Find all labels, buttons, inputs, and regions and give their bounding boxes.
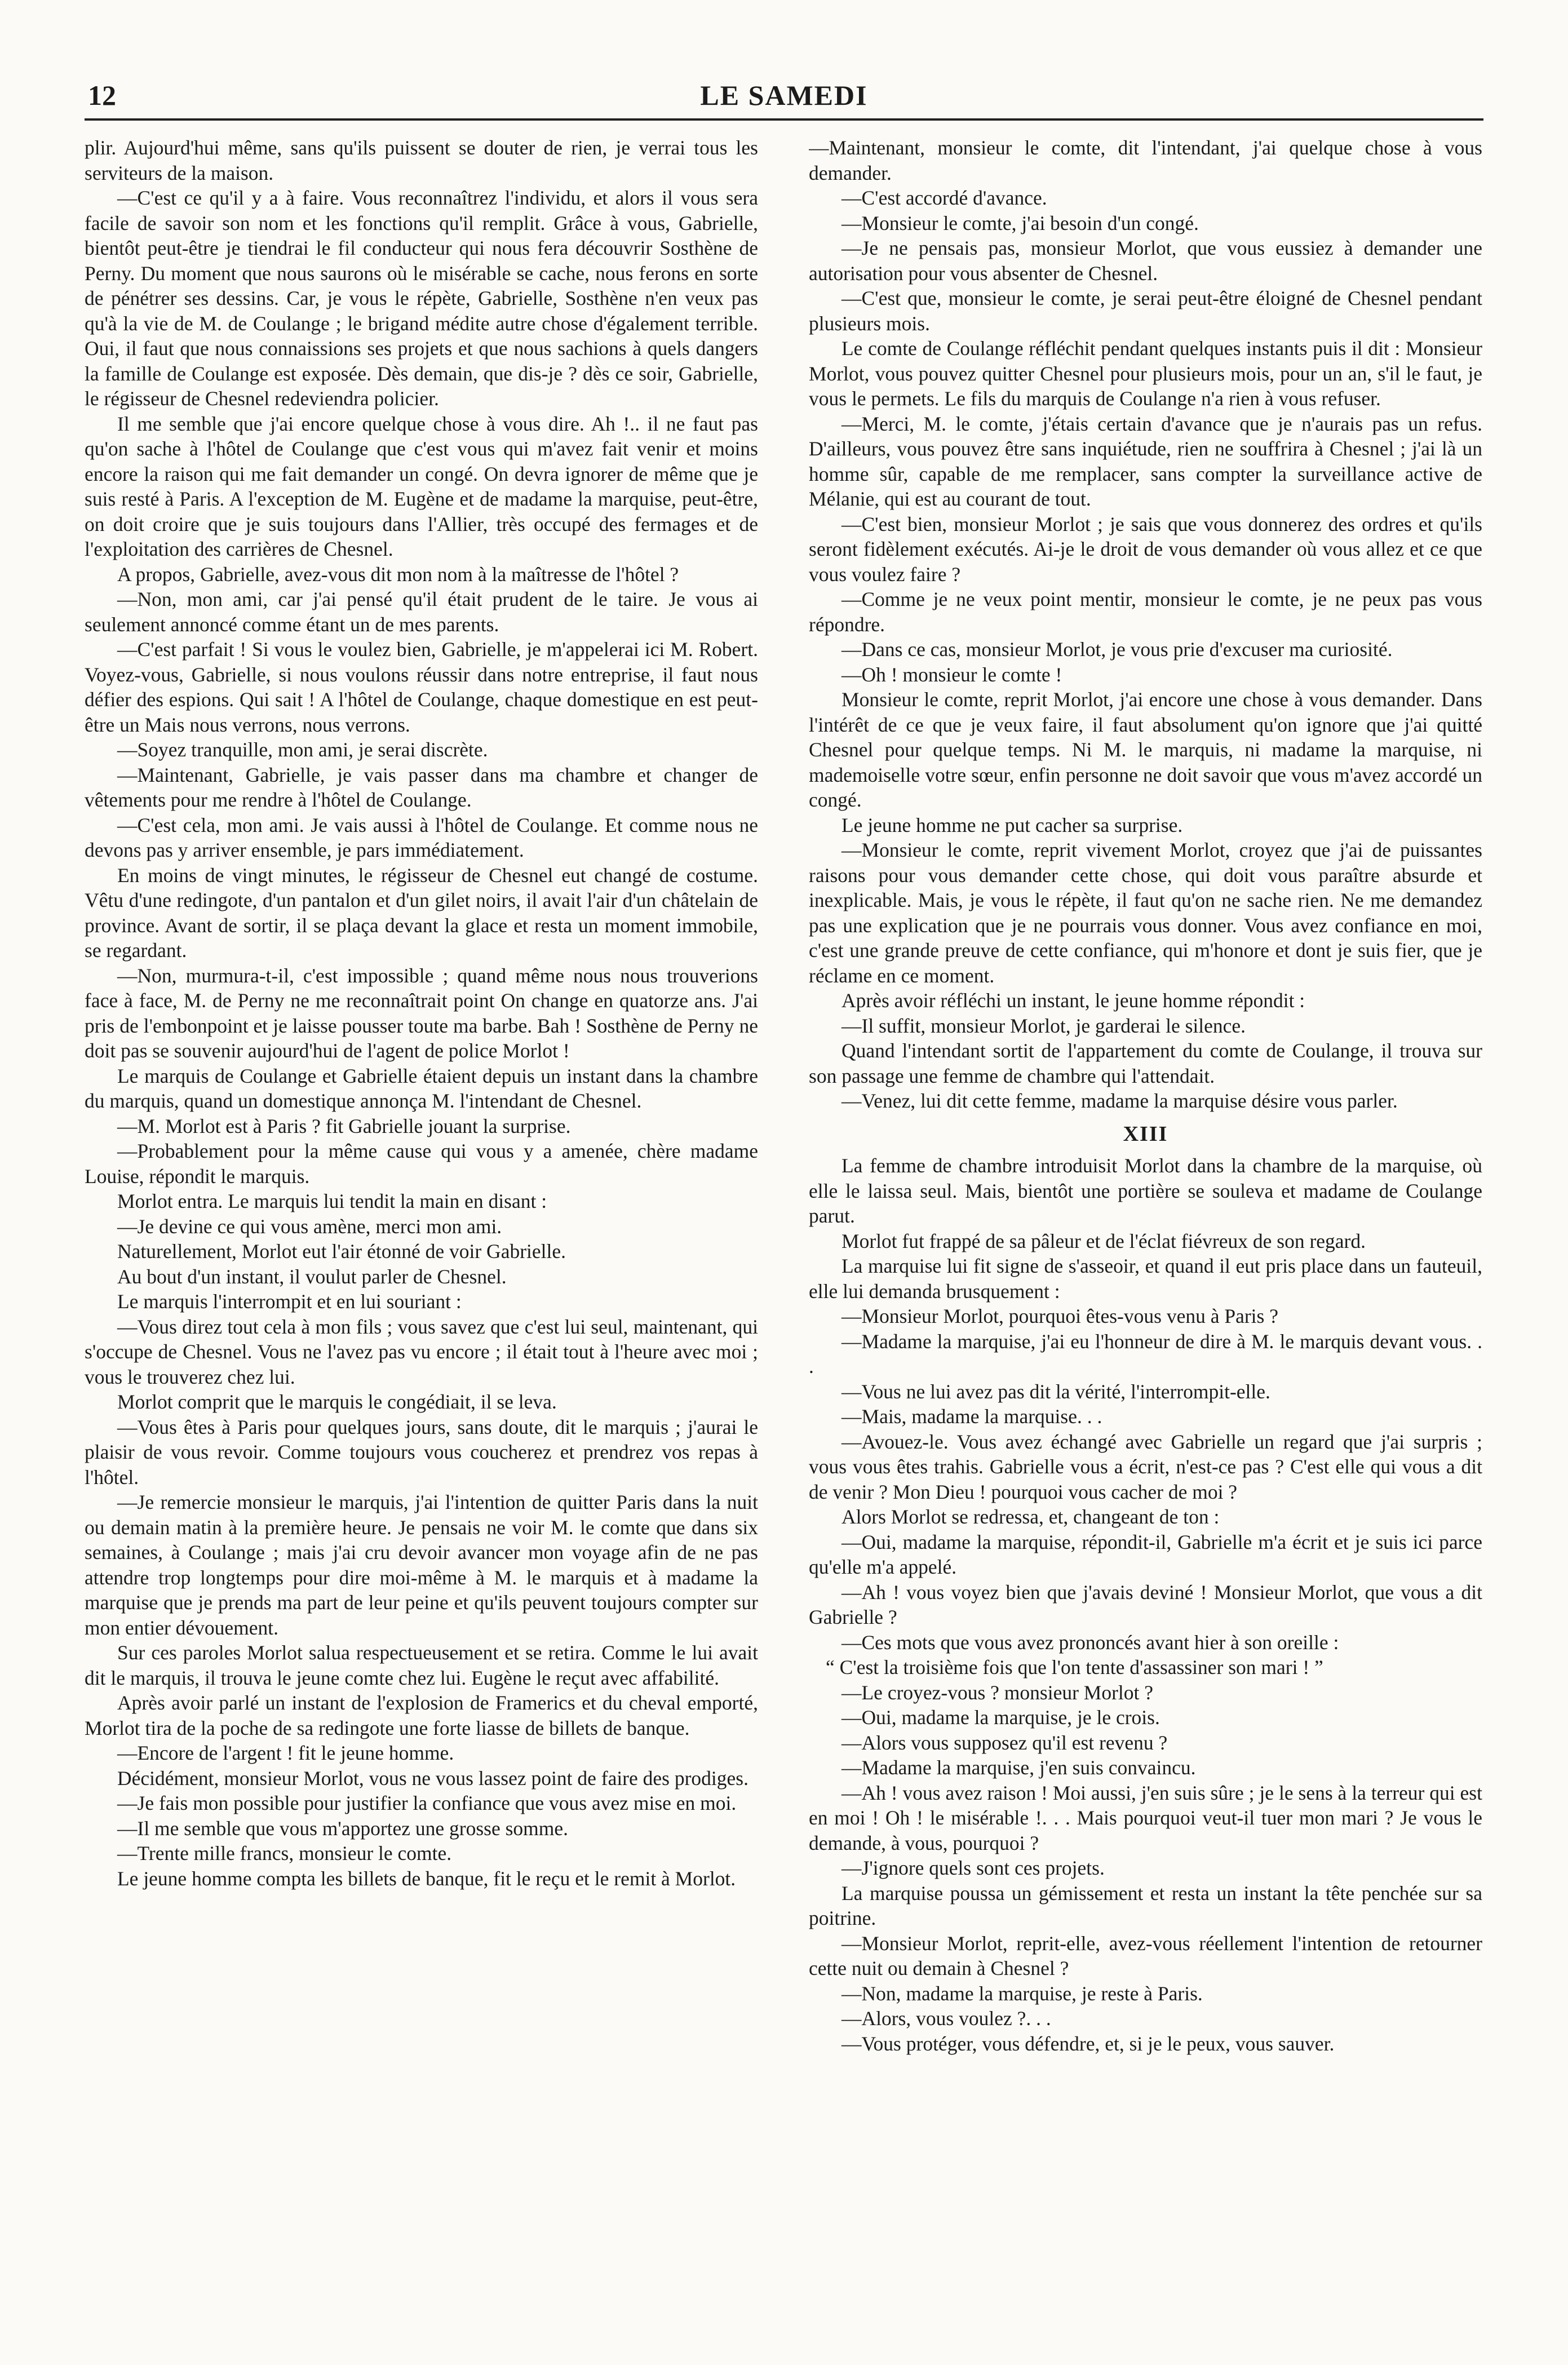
paragraph: Le comte de Coulange réfléchit pendant quelques instants puis il dit : Monsieur Morlot, vous pouvez quitter Chesnel pour plusieurs mois, pour un an, s'il le faut, je vous le permets. Le fils du marquis de Coulange n'a rien à vous refuser. xyxy=(809,337,1482,410)
paragraph: A propos, Gabrielle, avez-vous dit mon nom à la maîtresse de l'hôtel ? xyxy=(117,563,679,586)
paragraph: Naturellement, Morlot eut l'air étonné de voir Gabrielle. xyxy=(117,1240,566,1263)
paragraph: —Vous protéger, vous défendre, et, si je le peux, vous sauver. xyxy=(841,2032,1335,2055)
paragraph: —Encore de l'argent ! fit le jeune homme. xyxy=(117,1742,454,1764)
paragraph: —Non, madame la marquise, je reste à Paris. xyxy=(841,1982,1203,2005)
paragraph: plir. Aujourd'hui même, sans qu'ils puissent se douter de rien, je verrai tous les serviteurs de la maison. xyxy=(85,136,758,184)
paragraph: —J'ignore quels sont ces projets. xyxy=(841,1857,1105,1879)
paragraph: —Monsieur le comte, reprit vivement Morlot, croyez que j'ai de puissantes raisons pour vous demander cette chose, qui doit vous paraître absurde et inexplicable. Mais, je vous le répète, il faut qu'on ne sache rien. Ne me demandez pas une explication que je ne pourrais vous donner. Vous avez confiance en moi, c'est une grande preuve de cette confiance, qui m'honore et dont je suis fier, que je réclame en ce moment. xyxy=(809,839,1482,987)
paragraph: Morlot entra. Le marquis lui tendit la main en disant : xyxy=(117,1190,547,1212)
paragraph: Monsieur le comte, reprit Morlot, j'ai encore une chose à vous demander. Dans l'intérêt de ce que je veux faire, il faut absolument qu'on ignore que j'ai quitté Chesnel pour quelque temps. Ni M. le marquis, ni madame la marquise, ni mademoiselle votre sœur, enfin personne ne doit savoir que vous m'avez accordé un congé. xyxy=(809,688,1482,811)
paragraph: —Non, murmura-t-il, c'est impossible ; quand même nous nous trouverions face à face, M. de Perny ne me reconnaîtrait point On change en quatorze ans. J'ai pris de l'embonpoint et je laisse pousser toute ma barbe. Bah ! Sosthène de Perny ne doit pas se souvenir aujourd'hui de l'agent de police Morlot ! xyxy=(85,964,758,1062)
paragraph: —Ces mots que vous avez prononcés avant hier à son oreille : xyxy=(841,1631,1339,1654)
paragraph: Décidément, monsieur Morlot, vous ne vous lassez point de faire des prodiges. xyxy=(117,1766,748,1790)
paragraph: —Madame la marquise, j'en suis convaincu. xyxy=(841,1756,1196,1779)
right-column xyxy=(809,135,1482,2311)
paragraph: “ C'est la troisième fois que l'on tente d'assassiner son mari ! ” xyxy=(826,1656,1323,1678)
page-header xyxy=(85,79,1483,121)
paragraph: —Alors vous supposez qu'il est revenu ? xyxy=(841,1731,1168,1754)
paragraph: —Il me semble que vous m'apportez une grosse somme. xyxy=(117,1817,569,1840)
paragraph: Le jeune homme compta les billets de banque, fit le reçu et le remit à Morlot. xyxy=(117,1867,736,1890)
paragraph: —Il suffit, monsieur Morlot, je garderai le silence. xyxy=(841,1014,1246,1037)
paragraph: —Madame la marquise, j'ai eu l'honneur de dire à M. le marquis devant vous. . . xyxy=(809,1330,1482,1378)
paragraph: —M. Morlot est à Paris ? fit Gabrielle jouant la surprise. xyxy=(117,1114,571,1137)
paragraph: —Je remercie monsieur le marquis, j'ai l'intention de quitter Paris dans la nuit ou demain matin à la première heure. Je pensais ne voir M. le comte que dans six semaines, à Coulange ; mais j'ai cru devoir avancer mon voyage afin de ne pas attendre trop longtemps pour dire moi-même à M. le marquis et à madame la marquise que je prends ma part de leur peine et qu'ils peuvent toujours compter sur mon entier dévouement. xyxy=(85,1491,758,1639)
paragraph: —Je devine ce qui vous amène, merci mon ami. xyxy=(117,1215,502,1238)
paragraph: —Probablement pour la même cause qui vous y a amenée, chère madame Louise, répondit le marquis. xyxy=(85,1140,758,1188)
paragraph: —Vous êtes à Paris pour quelques jours, sans doute, dit le marquis ; j'aurai le plaisir de vous revoir. Comme toujours vous coucherez et prendrez vos repas à l'hôtel. xyxy=(85,1415,758,1489)
paragraph: Quand l'intendant sortit de l'appartement du comte de Coulange, il trouva sur son passage une femme de chambre qui l'attendait. xyxy=(809,1039,1482,1087)
paragraph: —C'est ce qu'il y a à faire. Vous reconnaîtrez l'individu, et alors il vous sera facile de savoir son nom et les fonctions qu'il remplit. Grâce à vous, Gabrielle, bientôt peut-être je tiendrai le fil conducteur qui nous fera découvrir Sosthène de Perny. Du moment que nous saurons où le misérable se cache, nous ferons en sorte de pénétrer ses dessins. Car, je vous le répète, Gabrielle, Sosthène n'en veux pas qu'à la vie de M. de Coulange ; le brigand médite autre chose d'également terrible. Oui, il faut que nous connaissions ses projets et que nous sachions à quels dangers la famille de Coulange est exposée. Dès demain, que dis-je ? dès ce soir, Gabrielle, le régisseur de Chesnel redeviendra policier. xyxy=(85,187,758,410)
paragraph: Alors Morlot se redressa, et, changeant de ton : xyxy=(841,1505,1220,1528)
chapter-heading: XIII xyxy=(1123,1122,1168,1146)
paragraph: —Oh ! monsieur le comte ! xyxy=(841,663,1062,686)
paragraph: —C'est bien, monsieur Morlot ; je sais que vous donnerez des ordres et qu'ils seront fidèlement exécutés. Ai-je le droit de vous demander où vous allez et ce que vous voulez faire ? xyxy=(809,512,1482,586)
paragraph: —Trente mille francs, monsieur le comte. xyxy=(117,1842,452,1864)
paragraph: Le marquis de Coulange et Gabrielle étaient depuis un instant dans la chambre du marquis, quand un domestique annonça M. l'intendant de Chesnel. xyxy=(85,1064,758,1112)
paragraph: —Dans ce cas, monsieur Morlot, je vous prie d'excuser ma curiosité. xyxy=(841,638,1393,661)
paragraph: —Je fais mon possible pour justifier la confiance que vous avez mise en moi. xyxy=(117,1792,737,1814)
paragraph: —Vous direz tout cela à mon fils ; vous savez que c'est lui seul, maintenant, qui s'occupe de Chesnel. Vous ne l'avez pas vu encore ; il était tout à l'heure avec moi ; vous le trouverez chez lui. xyxy=(85,1315,758,1388)
paragraph: —Merci, M. le comte, j'étais certain d'avance que je n'aurais pas un refus. D'ailleurs, vous pouvez être sans inquiétude, rien ne souffrira à Chesnel ; j'ai là un homme sûr, capable de me remplacer, sans compter la surveillance active de Mélanie, qui est au courant de tout. xyxy=(809,412,1482,510)
paragraph: —Comme je ne veux point mentir, monsieur le comte, je ne peux pas vous répondre. xyxy=(809,588,1482,636)
journal-title: LE SAMEDI xyxy=(700,79,868,111)
paragraph: Après avoir réfléchi un instant, le jeune homme répondit : xyxy=(841,989,1305,1012)
paragraph: —Maintenant, Gabrielle, je vais passer dans ma chambre et changer de vêtements pour me rendre à l'hôtel de Coulange. xyxy=(85,763,758,811)
paragraph: Le marquis l'interrompit et en lui souriant : xyxy=(117,1290,462,1313)
paragraph: —C'est accordé d'avance. xyxy=(841,187,1047,209)
paragraph: —Monsieur Morlot, reprit-elle, avez-vous réellement l'intention de retourner cette nuit ou demain à Chesnel ? xyxy=(809,1932,1482,1979)
paragraph: —C'est parfait ! Si vous le voulez bien, Gabrielle, je m'appelerai ici M. Robert. Voyez-vous, Gabrielle, si nous voulons réussir dans notre entreprise, il faut nous défier des espions. Qui sait ! A l'hôtel de Coulange, chaque domestique en est peut-être un Mais nous verrons, nous verrons. xyxy=(85,638,758,736)
paragraph: —Le croyez-vous ? monsieur Morlot ? xyxy=(841,1681,1154,1704)
paragraph: —Vous ne lui avez pas dit la vérité, l'interrompit-elle. xyxy=(841,1380,1270,1403)
paragraph: La femme de chambre introduisit Morlot dans la chambre de la marquise, où elle le laissa seul. Mais, bientôt une portière se souleva et madame de Coulange parut. xyxy=(809,1154,1482,1227)
paragraph: Morlot fut frappé de sa pâleur et de l'éclat fiévreux de son regard. xyxy=(841,1229,1366,1252)
paragraph: Après avoir parlé un instant de l'explosion de Framerics et du cheval emporté, Morlot tira de la poche de sa redingote une forte liasse de billets de banque. xyxy=(85,1691,758,1739)
page-number: 12 xyxy=(88,79,116,111)
paragraph: —Monsieur le comte, j'ai besoin d'un congé. xyxy=(841,211,1199,234)
paragraph: —Soyez tranquille, mon ami, je serai discrète. xyxy=(117,738,488,761)
paragraph: —C'est que, monsieur le comte, je serai peut-être éloigné de Chesnel pendant plusieurs mois. xyxy=(809,287,1482,335)
paragraph: —Alors, vous voulez ?. . . xyxy=(841,2007,1051,2030)
paragraph: Au bout d'un instant, il voulut parler de Chesnel. xyxy=(117,1265,507,1288)
paragraph: —Venez, lui dit cette femme, madame la marquise désire vous parler. xyxy=(841,1090,1398,1112)
paragraph: La marquise lui fit signe de s'asseoir, et quand il eut pris place dans un fauteuil, elle lui demanda brusquement : xyxy=(809,1255,1482,1303)
paragraph: —Non, mon ami, car j'ai pensé qu'il était prudent de le taire. Je vous ai seulement annoncé comme étant un de mes parents. xyxy=(85,588,758,636)
paragraph: —Maintenant, monsieur le comte, dit l'intendant, j'ai quelque chose à vous demander. xyxy=(809,136,1482,184)
paragraph: Morlot comprit que le marquis le congédiait, il se leva. xyxy=(117,1390,557,1413)
paragraph: Il me semble que j'ai encore quelque chose à vous dire. Ah !.. il ne faut pas qu'on sache à l'hôtel de Coulange que c'est vous qui m'avez fait venir et moins encore la raison qui me fait demander un congé. On devra ignorer de même que je suis resté à Paris. A l'exception de M. Eugène et de madame la marquise, peut-être, on doit croire que je suis toujours dans l'Allier, très occupé des fermages et de l'exploitation des carrières de Chesnel. xyxy=(85,412,758,560)
paragraph: —Monsieur Morlot, pourquoi êtes-vous venu à Paris ? xyxy=(841,1305,1278,1327)
paragraph: —Oui, madame la marquise, répondit-il, Gabrielle m'a écrit et je suis ici parce qu'elle m'a appelé. xyxy=(809,1530,1482,1578)
paragraph: —Ah ! vous avez raison ! Moi aussi, j'en suis sûre ; je le sens à la terreur qui est en moi ! Oh ! le misérable !. . . Mais pourquoi veut-il tuer mon mari ? Je vous le demande, à vous, pourquoi ? xyxy=(809,1781,1482,1854)
paragraph: —C'est cela, mon ami. Je vais aussi à l'hôtel de Coulange. Et comme nous ne devons pas y arriver ensemble, je pars immédiatement. xyxy=(85,813,758,861)
paragraph: En moins de vingt minutes, le régisseur de Chesnel eut changé de costume. Vêtu d'une redingote, d'un pantalon et d'un gilet noirs, il avait l'air d'un châtelain de province. Avant de sortir, il se plaça devant la glace et resta un moment immobile, se regardant. xyxy=(85,863,758,962)
paragraph: —Je ne pensais pas, monsieur Morlot, que vous eussiez à demander une autorisation pour vous absenter de Chesnel. xyxy=(809,237,1482,285)
left-column xyxy=(85,135,758,2311)
paragraph: Sur ces paroles Morlot salua respectueusement et se retira. Comme le lui avait dit le marquis, il trouva le jeune comte chez lui. Eugène le reçut avec affabilité. xyxy=(85,1641,758,1689)
paragraph: —Avouez-le. Vous avez échangé avec Gabrielle un regard que j'ai surpris ; vous vous êtes trahis. Gabrielle vous a écrit, n'est-ce pas ? C'est elle qui vous a dit de venir ? Mon Dieu ! pourquoi vous cacher de moi ? xyxy=(809,1430,1482,1503)
paragraph: La marquise poussa un gémissement et resta un instant la tête penchée sur sa poitrine. xyxy=(809,1881,1482,1929)
paragraph: —Ah ! vous voyez bien que j'avais deviné ! Monsieur Morlot, que vous a dit Gabrielle ? xyxy=(809,1580,1482,1628)
paragraph: Le jeune homme ne put cacher sa surprise. xyxy=(841,813,1183,836)
paragraph: —Oui, madame la marquise, je le crois. xyxy=(841,1706,1160,1729)
paragraph: —Mais, madame la marquise. . . xyxy=(841,1405,1102,1428)
